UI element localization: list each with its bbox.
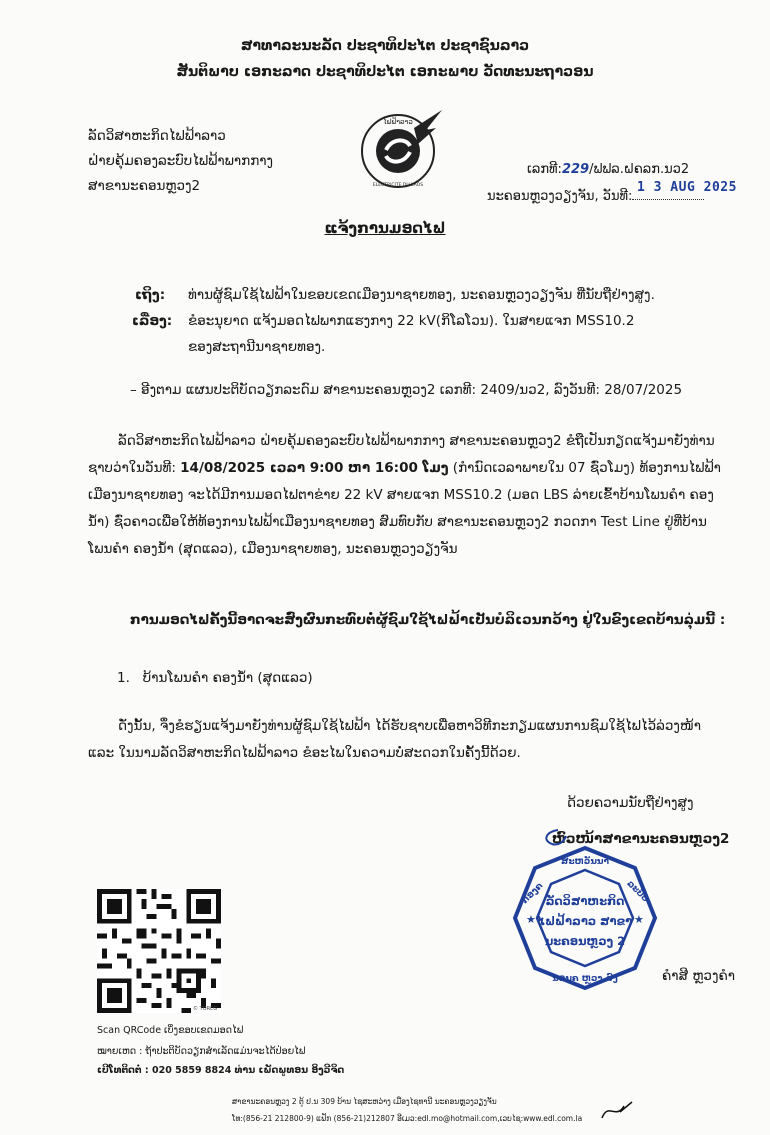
qr-contact: ເບີໂທຕິດຕໍ່ : 020 5859 8824 ທ່ານ ເພັດພູທອນ ອິງວີຈິດ [97, 1065, 345, 1076]
stamp-star-left-icon: ★ [526, 913, 536, 926]
org-branch: ສາຂານະຄອນຫຼວງ2 [88, 178, 201, 194]
outage-date-time: 14/08/2025 ເວລາ 9:00 ຫາ 16:00 ໂມງ [180, 460, 449, 476]
affected-area-number: 1. [117, 670, 130, 686]
logo-lightning-icon [414, 110, 442, 144]
reference-number [527, 162, 689, 177]
reference-number-label: ເລກທີ: [527, 162, 562, 177]
body-paragraph [88, 428, 728, 563]
reference-number-value: 229 [561, 162, 590, 177]
stamp-ring-bottom-text: ນອນຄ ຫຼວງ ລົງ [552, 974, 618, 984]
stamp-line-2: ໄຟຟ້າລາວ ສາຂາ [537, 914, 633, 928]
edl-logo [356, 106, 446, 196]
stamp-star-right-icon: ★ [634, 913, 644, 926]
official-stamp [512, 845, 658, 991]
stamp-line-1: ລັດວິສາຫະກິດ [545, 894, 625, 908]
qr-corner-label: © TORCG [193, 1006, 218, 1012]
place-date-label: ນະຄອນຫຼວງວຽງຈັນ, ວັນທີ: [487, 189, 633, 204]
footer-contact: ໂທ:(856-21 212800-9) ແຟັກ (856-21)212807 ອີເມວ:edl.mo@hotmail.com,ເວບໄຊ:www.edl.com.la [232, 1114, 583, 1123]
qr-note: ໝາຍເຫດ : ຖ້າປະຕິບັດວຽກສຳເລັດແມ່ນຈະໄດ້ປ່ອຍໄຟ [97, 1046, 306, 1057]
stamp-ring-left-text: ກອງຄ [520, 881, 546, 907]
closing-paragraph: ດັ່ງນັ້ນ, ຈຶ່ງຂໍຮຽນແຈ້ງມາຍັງທ່ານຜູ້ຊົມໃຊ້ໄຟຟ້າ ໄດ້ຮັບຊາບເພື່ອຫາວິທີກະກຽມແຜນການຊົມໃຊ້ໄຟໄວ້ລ່ວງໜ້າ ແລະ ໃນນາມລັດວິສາຫະກິດໄຟຟ້າລາວ ຂໍອະໄພໃນຄວາມບໍ່ສະດວກໃນຄັ້ງນີ້ດ້ວຍ. [88, 718, 702, 761]
footer-address: ສາຂານະຄອນຫຼວງ 2 ຕູ້ ປ.ນ 309 ບ້ານ ໄຊສະຫວ່າງ ເມືອງໄຊທານີ ນະຄອນຫຼວງວຽງຈັນ [232, 1097, 497, 1106]
logo-text-top: ໄຟຟ້າລາວ [383, 118, 413, 126]
org-name: ລັດວິສາຫະກິດໄຟຟ້າລາວ [88, 128, 226, 144]
stamp-ring-right-text: ລະບົບ [624, 878, 651, 905]
signatory-name: ຄໍາສີ ຫຼວງຄໍາ [662, 968, 736, 984]
subject-line-2: ຂອງສະຖານີນາຊາຍທອງ. [188, 339, 326, 355]
regards-text: ດ້ວຍຄວາມນັບຖືຢ່າງສູງ [567, 795, 694, 811]
country-line: ສາທາລະນະລັດ ປະຊາທິປະໄຕ ປະຊາຊົນລາວ [240, 38, 530, 54]
reference-basis: – ອີງຕາມ ແຜນປະຕິບັດວຽກລະດົມ ສາຂານະຄອນຫຼວງ2 ເລກທີ: 2409/ນວ2, ລົງວັນທີ: 28/07/2025 [130, 382, 683, 398]
document-title: ແຈ້ງການມອດໄຟ [324, 219, 446, 237]
org-department: ຝ່າຍຄຸ້ມຄອງລະບົບໄຟຟ້າພາກກາງ [88, 153, 274, 169]
subject-line-1: ຂໍອະນຸຍາດ ແຈ້ງມອດໄຟພາກແຮງກາງ 22 kV(ກິໂລໂວນ). ໃນສາຍແຈກ MSS10.2 [188, 313, 635, 329]
impact-statement: ການມອດໄຟຄັ້ງນີ້ອາດຈະສົ່ງຜົນກະທົບຕໍ່ຜູ້ຊົມໃຊ້ໄຟຟ້າເປັນບໍລິເວນກວ້າງ ຢູ່ໃນຂົງເຂດບ້ານລຸ່ມນີ້ : [130, 612, 726, 628]
motto-line: ສັນຕິພາບ ເອກະລາດ ປະຊາທິປະໄຕ ເອກະພາບ ວັດທະນະຖາວອນ [176, 64, 594, 80]
organization-block [88, 124, 273, 199]
stamp-ring-top-text: ສະຫວັນນາ [561, 857, 609, 867]
footer-initial-icon [598, 1098, 634, 1124]
stamp-line-3: ນະຄອນຫຼວງ 2 [544, 934, 626, 948]
affected-area-name: ບ້ານໂພນຄໍາ ຄອງນໍ້າ (ສຸດແລວ) [142, 670, 313, 686]
subject-label: ເລື່ອງ: [132, 313, 173, 329]
body-text-part-1: ລັດວິສາຫະກິດໄຟຟ້າລາວ ຝ່າຍຄຸ້ມຄອງລະບົບໄຟຟ້າພາກກາງ ສາຂານະຄອນຫຼວງ2 ຂໍຖືເປັນກຽດແຈ້ງມາຍັງທ່ານຊາບວ່າໃນວັນທີ: [88, 433, 715, 476]
body-text-part-2: (ກໍານົດເວລາພາຍໃນ 07 ຊົ່ວໂມງ) ທ້ອງການໄຟຟ້າເມືອງນາຊາຍທອງ ຈະໄດ້ມີການມອດໄຟຕາຂ່າຍ 22 kV ສາຍແຈກ MSS10.2 (ມອດ LBS ລ່າຍເຂົ້າບ້ານໂພນຄໍາ ຄອງນໍ້າ) ຊົ່ວຄາວເພື່ອໃຫ້ທ້ອງການໄຟຟ້າເມືອງນາຊາຍທອງ ສົມທົບກັບ ສາຂານະຄອນຫຼວງ2 ກວດກາ Test Line ຢູ່ທີ່ບ້ານໂພນຄໍາ ຄອງນໍ້າ (ສຸດແລວ), ເມືອງນາຊາຍທອງ, ນະຄອນຫຼວງວຽງຈັນ [88, 460, 721, 557]
reference-number-suffix: /ຟຟລ.ຝຄລກ.ນວ2 [589, 162, 690, 177]
logo-inner-disc [376, 129, 420, 173]
to-text: ທ່ານຜູ້ຊົມໃຊ້ໄຟຟ້າໃນຂອບເຂດເມືອງນາຊາຍທອງ, ນະຄອນຫຼວງວຽງຈັນ ທີ່ນັບຖືຢ່າງສູງ. [188, 287, 655, 303]
qr-caption: Scan QRCode ເບິ່ງຂອບເຂດມອດໄຟ [97, 1025, 244, 1036]
to-label: ເຖິງ: [135, 287, 166, 303]
qr-code[interactable] [97, 889, 221, 1013]
signatory-position: ຫົວໜ້າສາຂານະຄອນຫຼວງ2 [552, 831, 730, 847]
affected-area-item [117, 670, 313, 686]
logo-text-bottom: ELECTRICITE DU LAOS [372, 183, 424, 188]
date-stamp: 1 3 AUG 2025 [637, 180, 737, 195]
